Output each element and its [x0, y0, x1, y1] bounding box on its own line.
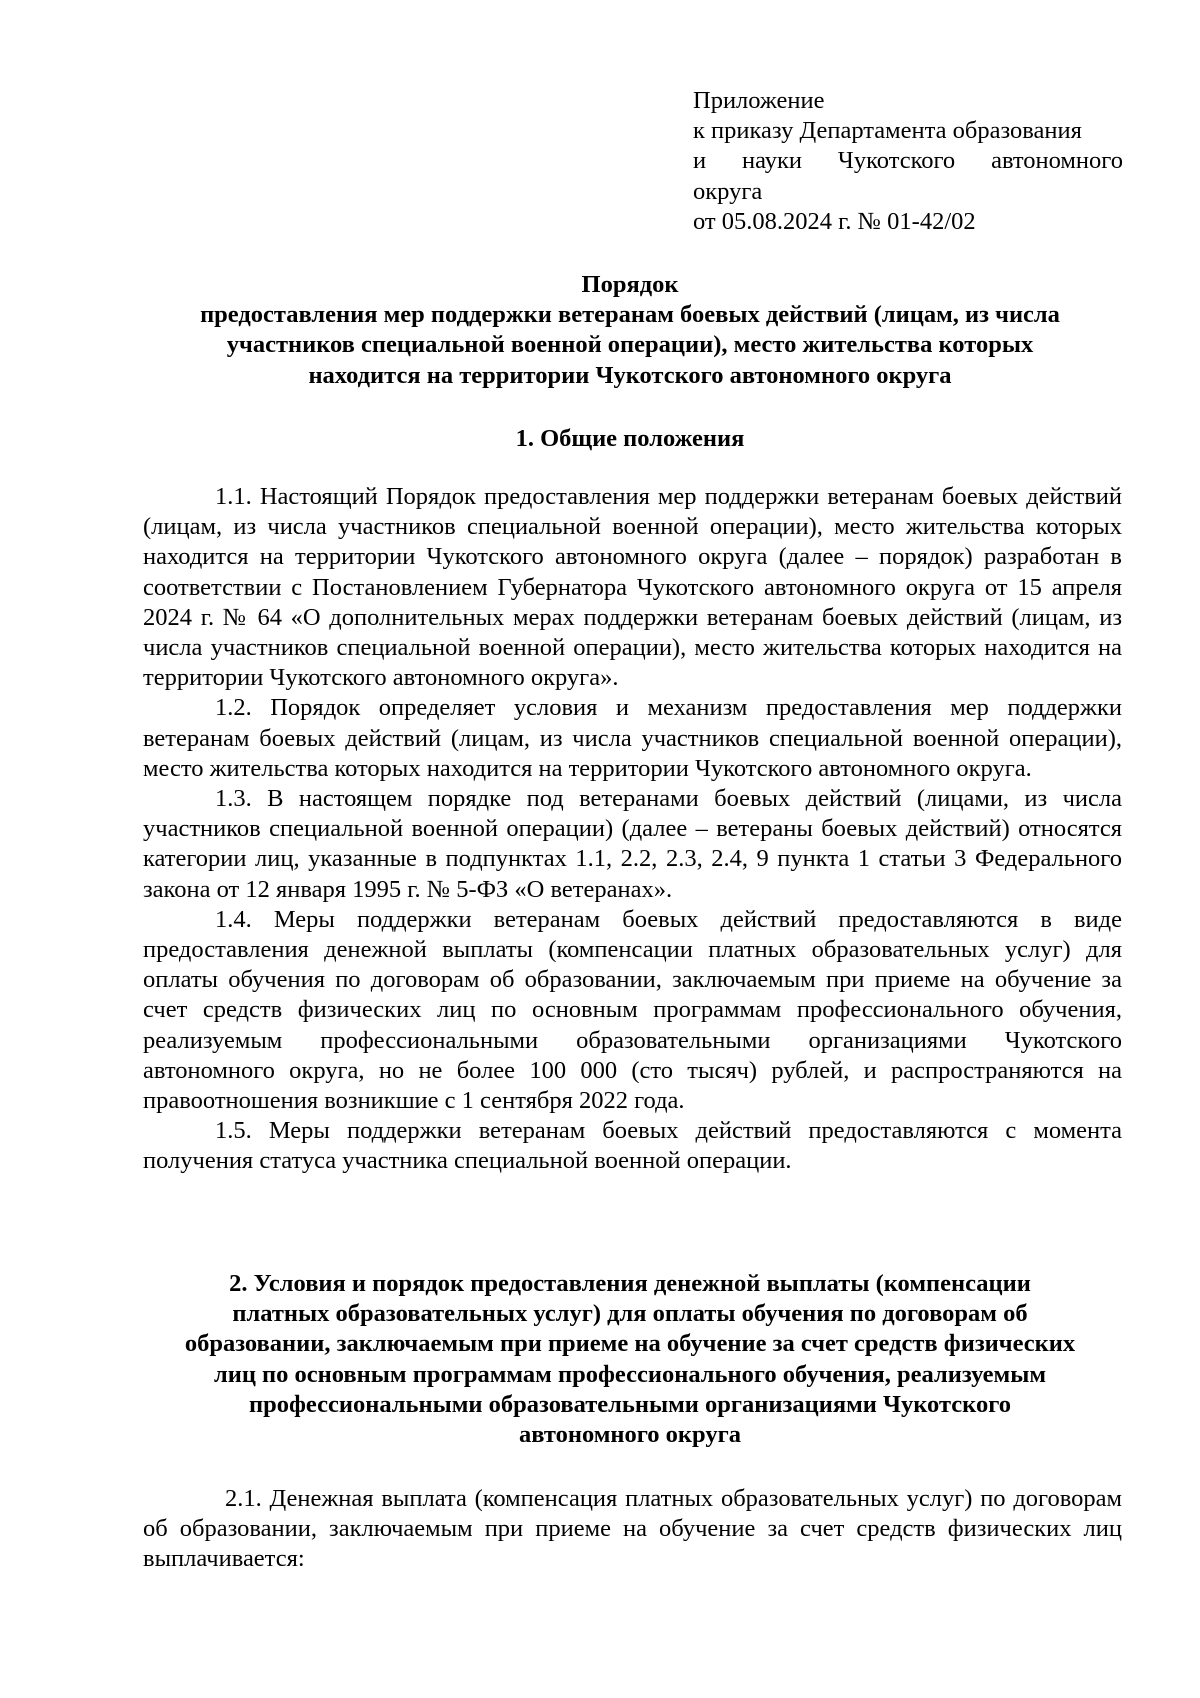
section-2-heading-line: образовании, заключаемым при приеме на обучение за счет средств физических [184, 1330, 1076, 1358]
appendix-line: и науки Чукотского автономного [693, 147, 1123, 175]
section-2-heading-line: 2. Условия и порядок предоставления денежной выплаты (компенсации [229, 1270, 1031, 1297]
section-2-heading [140, 1269, 1120, 1450]
section-1-heading: 1. Общие положения [515, 425, 745, 452]
paragraph-1-4: 1.4. Меры поддержки ветеранам боевых действий предоставляются в виде предоставления денежной выплаты (компенсации платных образовательных услуг) для оплаты обучения по договорам об образовании, заключаемым при приеме на обучение за счет средств физических лиц по основным программам профессионального обучения, реализуемым профессиональными образовательными организациями Чукотского автономного округа, но не более 100 000 (сто тысяч) рублей, и распространяются на правоотношения возникшие с 1 сентября 2022 года. [143, 905, 1122, 1115]
title-main: Порядок [581, 271, 679, 298]
title-line: находится на территории Чукотского автономного округа [308, 361, 952, 389]
section-2-body [143, 1484, 1122, 1575]
section-2-heading-line: платных образовательных услуг) для оплаты обучения по договорам об [232, 1300, 1028, 1328]
title-line: участников специальной военной операции), место жительства которых [226, 331, 1034, 359]
paragraph-1-1: 1.1. Настоящий Порядок предоставления мер поддержки ветеранам боевых действий (лицам, из числа участников специальной военной операции), место жительства которых находится на территории Чукотского автономного округа (далее – порядок) разработан в соответствии с Постановлением Губернатора Чукотского автономного округа от 15 апреля 2024 г. № 64 «О дополнительных мерах поддержки ветеранам боевых действий (лицам, из числа участников специальной военной операции), место жительства которых находится на территории Чукотского автономного округа». [143, 483, 1122, 692]
title-line: предоставления мер поддержки ветеранам боевых действий (лицам, из числа [200, 301, 1060, 329]
paragraph-1-3: 1.3. В настоящем порядке под ветеранами боевых действий (лицами, из числа участников специальной военной операции) (далее – ветераны боевых действий) относятся категории лиц, указанные в подпунктах 1.1, 2.2, 2.3, 2.4, 9 пункта 1 статьи 3 Федерального закона от 12 января 1995 г. № 5-ФЗ «О ветеранах». [143, 785, 1122, 903]
paragraph-1-5: 1.5. Меры поддержки ветеранам боевых действий предоставляются с момента получения статуса участника специальной военной операции. [143, 1117, 1122, 1175]
section-2-heading-line: автономного округа [519, 1421, 741, 1449]
section-1-body [143, 482, 1122, 1177]
appendix-line: к приказу Департамента образования [693, 117, 1082, 145]
paragraph-2-1: 2.1. Денежная выплата (компенсация платных образовательных услуг) по договорам об образовании, заключаемым при приеме на обучение за счет средств физических лиц выплачивается: [143, 1485, 1122, 1573]
document-title [140, 270, 1120, 391]
paragraph-1-2: 1.2. Порядок определяет условия и механизм предоставления мер поддержки ветеранам боевых действий (лицам, из числа участников специальной военной операции), место жительства которых находится на территории Чукотского автономного округа. [143, 694, 1122, 782]
section-2-heading-line: лиц по основным программам профессионального обучения, реализуемым [213, 1360, 1047, 1388]
appendix-line: округа [693, 177, 763, 205]
appendix-line: от 05.08.2024 г. № 01-42/02 [693, 207, 976, 235]
appendix-block [693, 86, 1123, 237]
section-2-heading-line: профессиональными образовательными организациями Чукотского [248, 1390, 1011, 1418]
appendix-line: Приложение [693, 87, 825, 114]
